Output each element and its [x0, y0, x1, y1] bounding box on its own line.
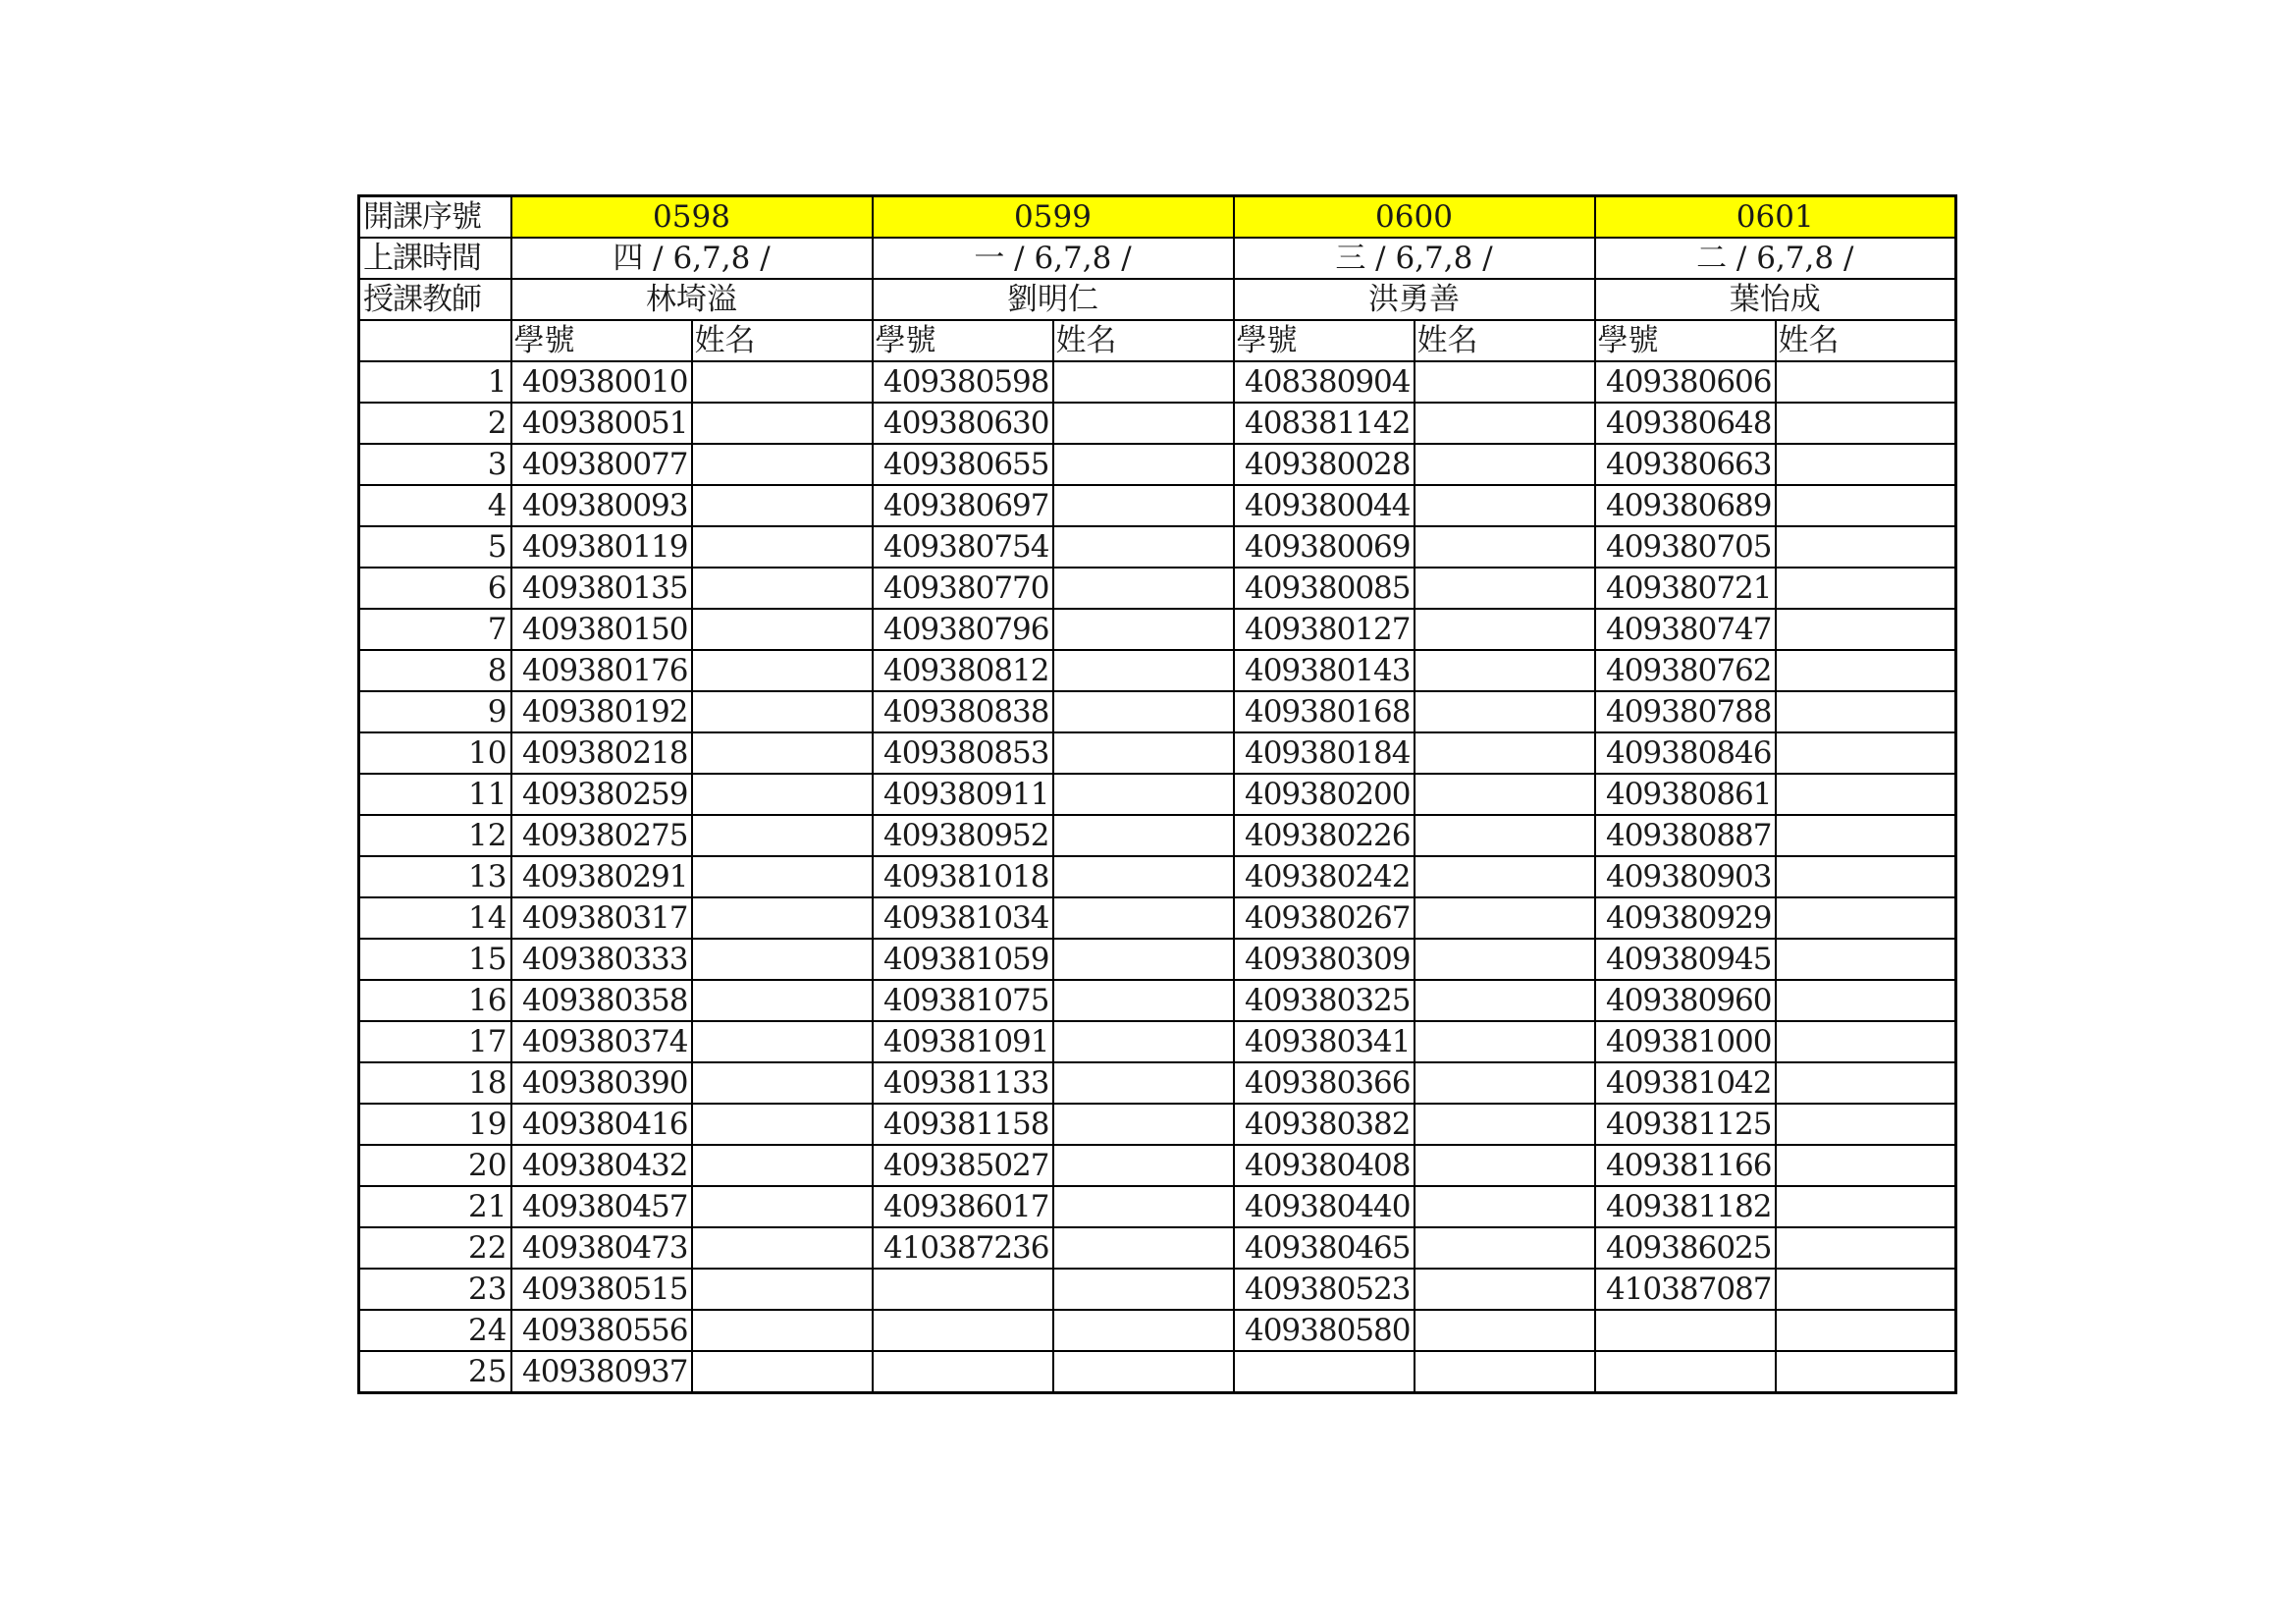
student-name-cell: [1053, 1227, 1234, 1269]
student-name-cell: [1776, 485, 1956, 526]
table-row: [359, 1269, 1956, 1310]
student-id-cell: 409380192: [511, 691, 692, 732]
student-id-cell: [873, 1269, 1053, 1310]
student-id-cell: 409380887: [1595, 815, 1776, 856]
student-id-cell: 409380135: [511, 568, 692, 609]
student-name-cell: [692, 1145, 873, 1186]
student-name-cell: [1053, 526, 1234, 568]
student-name-cell: [1415, 1104, 1595, 1145]
student-id-cell: 409381018: [873, 856, 1053, 897]
row-number: 23: [359, 1269, 511, 1310]
student-name-cell: [1776, 1104, 1956, 1145]
student-id-cell: 409380218: [511, 732, 692, 774]
student-id-cell: 409380077: [511, 444, 692, 485]
student-name-cell: [1053, 1145, 1234, 1186]
student-id-cell: 409380093: [511, 485, 692, 526]
student-name-cell: [692, 568, 873, 609]
student-id-cell: 409380937: [511, 1351, 692, 1393]
student-id-cell: 409380010: [511, 361, 692, 403]
class-time-0601: 二 / 6,7,8 /: [1595, 238, 1956, 279]
table-row: [359, 650, 1956, 691]
table-row: [359, 897, 1956, 939]
table-row: [359, 732, 1956, 774]
row-number: 8: [359, 650, 511, 691]
student-name-cell: [1415, 526, 1595, 568]
student-name-cell: [1776, 1269, 1956, 1310]
student-name-cell: [692, 444, 873, 485]
student-id-header: 學號: [1234, 320, 1415, 361]
student-id-header: 學號: [511, 320, 692, 361]
student-name-cell: [1415, 897, 1595, 939]
student-name-cell: [1053, 1021, 1234, 1062]
class-time-label: 上課時間: [359, 238, 511, 279]
student-id-cell: 409381125: [1595, 1104, 1776, 1145]
table-row: [359, 403, 1956, 444]
student-name-cell: [1053, 980, 1234, 1021]
student-id-cell: 409380770: [873, 568, 1053, 609]
student-id-cell: 409381059: [873, 939, 1053, 980]
student-id-cell: 409385027: [873, 1145, 1053, 1186]
student-name-cell: [1053, 403, 1234, 444]
student-id-cell: [1234, 1351, 1415, 1393]
student-id-cell: 409386025: [1595, 1227, 1776, 1269]
student-id-cell: 409380929: [1595, 897, 1776, 939]
student-name-cell: [692, 897, 873, 939]
student-id-cell: 409380598: [873, 361, 1053, 403]
student-id-cell: 409381000: [1595, 1021, 1776, 1062]
student-name-cell: [692, 526, 873, 568]
student-id-cell: 409380242: [1234, 856, 1415, 897]
student-id-cell: 409380838: [873, 691, 1053, 732]
student-name-cell: [1776, 1186, 1956, 1227]
student-name-cell: [1415, 1227, 1595, 1269]
student-name-cell: [1053, 815, 1234, 856]
row-number: 12: [359, 815, 511, 856]
table-row: [359, 939, 1956, 980]
student-name-cell: [1053, 1186, 1234, 1227]
row-number: 15: [359, 939, 511, 980]
student-name-cell: [692, 1351, 873, 1393]
student-name-cell: [1053, 444, 1234, 485]
student-id-cell: 409380788: [1595, 691, 1776, 732]
student-id-cell: 410387087: [1595, 1269, 1776, 1310]
student-id-cell: 409380028: [1234, 444, 1415, 485]
student-id-cell: 409380762: [1595, 650, 1776, 691]
student-name-cell: [1415, 939, 1595, 980]
table-row: [359, 1104, 1956, 1145]
student-name-cell: [1053, 1104, 1234, 1145]
class-time-0599: 一 / 6,7,8 /: [873, 238, 1234, 279]
student-name-cell: [1776, 1021, 1956, 1062]
row-number: 9: [359, 691, 511, 732]
student-id-cell: 409380440: [1234, 1186, 1415, 1227]
student-id-cell: 409380473: [511, 1227, 692, 1269]
student-id-cell: 409380747: [1595, 609, 1776, 650]
student-id-cell: 409380523: [1234, 1269, 1415, 1310]
table-row: [359, 1021, 1956, 1062]
teacher-0600: 洪勇善: [1234, 279, 1595, 320]
student-id-cell: 409380952: [873, 815, 1053, 856]
student-id-cell: 409380812: [873, 650, 1053, 691]
student-name-cell: [692, 403, 873, 444]
row-number: 4: [359, 485, 511, 526]
student-id-cell: 409380176: [511, 650, 692, 691]
student-id-cell: 409380051: [511, 403, 692, 444]
row-number: 6: [359, 568, 511, 609]
student-name-cell: [1053, 650, 1234, 691]
student-name-cell: [1415, 444, 1595, 485]
student-name-cell: [1776, 691, 1956, 732]
student-name-cell: [692, 1269, 873, 1310]
row-number: 19: [359, 1104, 511, 1145]
student-name-cell: [692, 1104, 873, 1145]
student-id-cell: 409380317: [511, 897, 692, 939]
student-id-cell: 409380457: [511, 1186, 692, 1227]
student-id-cell: 409380143: [1234, 650, 1415, 691]
student-id-cell: 409380259: [511, 774, 692, 815]
student-name-cell: [1415, 485, 1595, 526]
student-id-cell: [1595, 1310, 1776, 1351]
student-name-cell: [1776, 774, 1956, 815]
student-id-cell: 409380226: [1234, 815, 1415, 856]
student-name-cell: [692, 1186, 873, 1227]
student-id-cell: 410387236: [873, 1227, 1053, 1269]
student-name-cell: [1053, 1062, 1234, 1104]
student-id-cell: 409380556: [511, 1310, 692, 1351]
table-row: [359, 444, 1956, 485]
student-id-cell: 409380374: [511, 1021, 692, 1062]
student-id-cell: 409380168: [1234, 691, 1415, 732]
student-id-cell: 409380184: [1234, 732, 1415, 774]
student-id-cell: 409380200: [1234, 774, 1415, 815]
student-id-cell: 409380853: [873, 732, 1053, 774]
table-row: [359, 485, 1956, 526]
student-id-cell: 409380127: [1234, 609, 1415, 650]
row-number: 14: [359, 897, 511, 939]
student-name-cell: [1415, 1021, 1595, 1062]
table-row: [359, 609, 1956, 650]
student-name-cell: [1053, 856, 1234, 897]
class-time-0598: 四 / 6,7,8 /: [511, 238, 873, 279]
student-name-cell: [1415, 1310, 1595, 1351]
student-name-cell: [692, 939, 873, 980]
student-name-cell: [1776, 403, 1956, 444]
student-name-cell: [1053, 1351, 1234, 1393]
student-id-cell: 409380366: [1234, 1062, 1415, 1104]
student-id-cell: 409380341: [1234, 1021, 1415, 1062]
student-name-cell: [1776, 1145, 1956, 1186]
student-name-cell: [1415, 361, 1595, 403]
teacher-0599: 劉明仁: [873, 279, 1234, 320]
row-number: 7: [359, 609, 511, 650]
teacher-label: 授課教師: [359, 279, 511, 320]
student-name-cell: [1053, 1310, 1234, 1351]
student-name-cell: [1053, 568, 1234, 609]
student-name-cell: [1776, 980, 1956, 1021]
student-id-cell: 409386017: [873, 1186, 1053, 1227]
student-name-cell: [692, 732, 873, 774]
student-name-cell: [692, 361, 873, 403]
table-row: [359, 568, 1956, 609]
row-number: 2: [359, 403, 511, 444]
table-row: [359, 1310, 1956, 1351]
blank-header-cell: [359, 320, 511, 361]
student-id-cell: 409380267: [1234, 897, 1415, 939]
student-id-cell: 409381034: [873, 897, 1053, 939]
student-name-cell: [1415, 980, 1595, 1021]
student-name-cell: [1053, 485, 1234, 526]
course-code-row: [359, 196, 1956, 239]
student-name-cell: [692, 815, 873, 856]
student-id-cell: 409380085: [1234, 568, 1415, 609]
student-id-header: 學號: [873, 320, 1053, 361]
table-row: [359, 691, 1956, 732]
student-id-cell: 409380432: [511, 1145, 692, 1186]
student-id-cell: 409380630: [873, 403, 1053, 444]
student-id-cell: 409380705: [1595, 526, 1776, 568]
student-name-cell: [1415, 1062, 1595, 1104]
class-time-0600: 三 / 6,7,8 /: [1234, 238, 1595, 279]
student-name-cell: [1415, 609, 1595, 650]
student-id-cell: 409381158: [873, 1104, 1053, 1145]
student-name-cell: [692, 980, 873, 1021]
student-name-cell: [692, 650, 873, 691]
student-id-cell: 409380150: [511, 609, 692, 650]
student-name-cell: [692, 485, 873, 526]
student-id-cell: 409380069: [1234, 526, 1415, 568]
course-roster-table: [357, 194, 1957, 1394]
row-number: 20: [359, 1145, 511, 1186]
student-id-cell: 408381142: [1234, 403, 1415, 444]
student-id-cell: 409380515: [511, 1269, 692, 1310]
student-name-cell: [1053, 691, 1234, 732]
student-id-cell: 409380655: [873, 444, 1053, 485]
student-id-cell: 409380390: [511, 1062, 692, 1104]
student-id-cell: 409380044: [1234, 485, 1415, 526]
student-id-cell: 409380754: [873, 526, 1053, 568]
column-header-row: [359, 320, 1956, 361]
student-name-cell: [1053, 897, 1234, 939]
row-number: 10: [359, 732, 511, 774]
course-code-0600: 0600: [1234, 196, 1595, 239]
student-id-cell: [1595, 1351, 1776, 1393]
roster-body: [359, 196, 1956, 1393]
student-name-cell: [1053, 361, 1234, 403]
name-header: 姓名: [1053, 320, 1234, 361]
student-name-cell: [1415, 1186, 1595, 1227]
student-id-cell: 409380945: [1595, 939, 1776, 980]
row-number: 5: [359, 526, 511, 568]
course-code-0598: 0598: [511, 196, 873, 239]
student-name-cell: [1053, 939, 1234, 980]
student-id-cell: 409381091: [873, 1021, 1053, 1062]
row-number: 18: [359, 1062, 511, 1104]
student-id-cell: 409380648: [1595, 403, 1776, 444]
student-id-cell: [873, 1351, 1053, 1393]
student-name-cell: [1776, 815, 1956, 856]
table-row: [359, 526, 1956, 568]
course-code-label: 開課序號: [359, 196, 511, 239]
student-name-cell: [1776, 856, 1956, 897]
student-id-cell: 409381182: [1595, 1186, 1776, 1227]
table-row: [359, 1186, 1956, 1227]
student-name-cell: [1415, 856, 1595, 897]
table-row: [359, 980, 1956, 1021]
student-id-cell: 409380382: [1234, 1104, 1415, 1145]
student-id-cell: 409380689: [1595, 485, 1776, 526]
student-id-cell: 409381166: [1595, 1145, 1776, 1186]
row-number: 21: [359, 1186, 511, 1227]
table-row: [359, 1062, 1956, 1104]
student-name-cell: [692, 1021, 873, 1062]
course-code-0599: 0599: [873, 196, 1234, 239]
student-id-cell: 408380904: [1234, 361, 1415, 403]
student-name-cell: [1053, 609, 1234, 650]
student-id-cell: 409380309: [1234, 939, 1415, 980]
student-id-cell: 409381075: [873, 980, 1053, 1021]
student-name-cell: [692, 609, 873, 650]
row-number: 22: [359, 1227, 511, 1269]
student-name-cell: [1776, 939, 1956, 980]
student-name-cell: [1776, 609, 1956, 650]
student-name-cell: [1776, 1227, 1956, 1269]
student-name-cell: [1776, 897, 1956, 939]
name-header: 姓名: [1776, 320, 1956, 361]
student-name-cell: [1415, 1145, 1595, 1186]
student-name-cell: [1776, 444, 1956, 485]
student-id-cell: 409380119: [511, 526, 692, 568]
student-id-cell: 409380697: [873, 485, 1053, 526]
student-name-cell: [692, 1310, 873, 1351]
student-id-cell: 409380465: [1234, 1227, 1415, 1269]
student-id-cell: 409380408: [1234, 1145, 1415, 1186]
student-name-cell: [1776, 568, 1956, 609]
table-row: [359, 361, 1956, 403]
student-name-cell: [1415, 774, 1595, 815]
row-number: 16: [359, 980, 511, 1021]
student-id-cell: 409380358: [511, 980, 692, 1021]
student-id-cell: 409380606: [1595, 361, 1776, 403]
student-name-cell: [692, 774, 873, 815]
student-name-cell: [692, 1062, 873, 1104]
name-header: 姓名: [692, 320, 873, 361]
table-row: [359, 1227, 1956, 1269]
table-row: [359, 774, 1956, 815]
table-row: [359, 856, 1956, 897]
student-name-cell: [1415, 650, 1595, 691]
student-name-cell: [1053, 732, 1234, 774]
student-name-cell: [1776, 361, 1956, 403]
student-id-cell: [873, 1310, 1053, 1351]
row-number: 3: [359, 444, 511, 485]
student-id-cell: 409380796: [873, 609, 1053, 650]
student-name-cell: [692, 856, 873, 897]
student-name-cell: [692, 1227, 873, 1269]
name-header: 姓名: [1415, 320, 1595, 361]
course-code-0601: 0601: [1595, 196, 1956, 239]
student-name-cell: [692, 691, 873, 732]
student-name-cell: [1415, 691, 1595, 732]
student-id-cell: 409380663: [1595, 444, 1776, 485]
student-name-cell: [1776, 1310, 1956, 1351]
student-id-cell: 409380333: [511, 939, 692, 980]
teacher-0598: 林埼溢: [511, 279, 873, 320]
student-id-cell: 409380861: [1595, 774, 1776, 815]
student-id-cell: 409380846: [1595, 732, 1776, 774]
student-name-cell: [1776, 1062, 1956, 1104]
row-number: 24: [359, 1310, 511, 1351]
student-id-cell: 409380325: [1234, 980, 1415, 1021]
table-row: [359, 1351, 1956, 1393]
table-row: [359, 1145, 1956, 1186]
student-id-cell: 409380721: [1595, 568, 1776, 609]
row-number: 13: [359, 856, 511, 897]
student-name-cell: [1415, 732, 1595, 774]
table-row: [359, 815, 1956, 856]
student-name-cell: [1776, 1351, 1956, 1393]
student-name-cell: [1053, 1269, 1234, 1310]
student-id-cell: 409380416: [511, 1104, 692, 1145]
student-name-cell: [1415, 568, 1595, 609]
row-number: 17: [359, 1021, 511, 1062]
student-id-cell: 409380291: [511, 856, 692, 897]
student-name-cell: [1415, 403, 1595, 444]
student-name-cell: [1776, 732, 1956, 774]
student-name-cell: [1053, 774, 1234, 815]
student-id-cell: 409380580: [1234, 1310, 1415, 1351]
student-name-cell: [1776, 650, 1956, 691]
student-id-cell: 409381042: [1595, 1062, 1776, 1104]
class-time-row: [359, 238, 1956, 279]
student-id-cell: 409380911: [873, 774, 1053, 815]
student-id-cell: 409380275: [511, 815, 692, 856]
student-name-cell: [1776, 526, 1956, 568]
teacher-row: [359, 279, 1956, 320]
student-name-cell: [1415, 1351, 1595, 1393]
student-id-cell: 409380903: [1595, 856, 1776, 897]
row-number: 1: [359, 361, 511, 403]
student-name-cell: [1415, 1269, 1595, 1310]
row-number: 25: [359, 1351, 511, 1393]
student-id-header: 學號: [1595, 320, 1776, 361]
student-id-cell: 409380960: [1595, 980, 1776, 1021]
teacher-0601: 葉怡成: [1595, 279, 1956, 320]
student-id-cell: 409381133: [873, 1062, 1053, 1104]
row-number: 11: [359, 774, 511, 815]
student-name-cell: [1415, 815, 1595, 856]
